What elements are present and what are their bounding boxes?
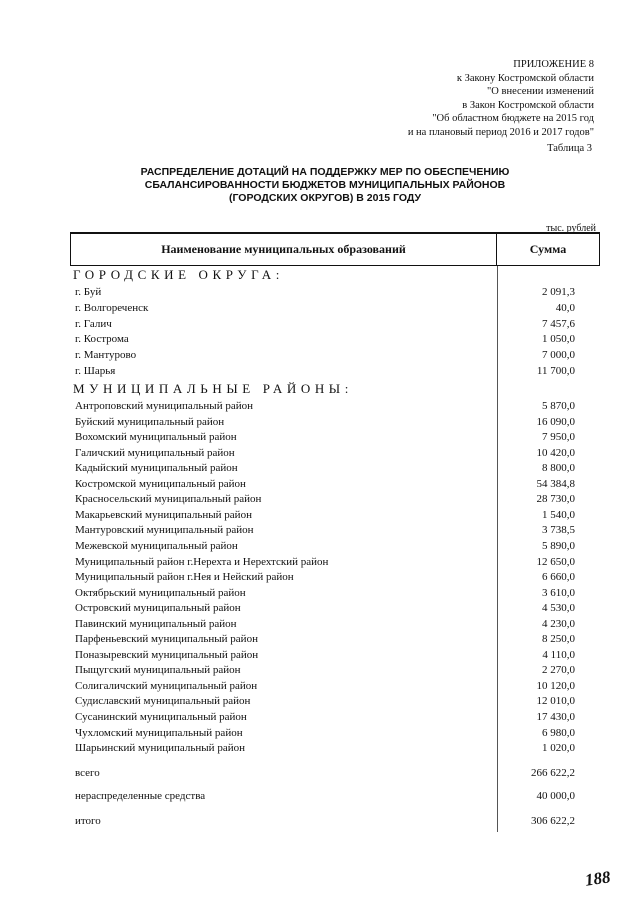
row-name: г. Галич — [75, 317, 112, 330]
row-value: 16 090,0 — [536, 415, 575, 428]
row-value: 4 230,0 — [542, 617, 575, 630]
table-row — [75, 302, 575, 318]
page-number: 188 — [583, 867, 612, 890]
row-name: Островский муниципальный район — [75, 602, 241, 615]
table-row — [75, 571, 575, 587]
total-row — [75, 790, 575, 806]
appendix-line: в Закон Костромской области — [462, 99, 594, 111]
row-value: 5 870,0 — [542, 400, 575, 412]
row-name: Павинский муниципальный район — [75, 617, 237, 630]
row-value: 40 000,0 — [536, 790, 575, 802]
row-value: 2 270,0 — [542, 664, 575, 677]
row-value: 4 530,0 — [542, 602, 575, 615]
row-value: 3 610,0 — [542, 586, 575, 599]
table-row — [75, 618, 575, 634]
document-title — [110, 166, 540, 205]
row-name: г. Мантурово — [75, 349, 137, 362]
title-line: (ГОРОДСКИХ ОКРУГОВ) В 2015 ГОДУ — [228, 192, 422, 204]
total-row — [75, 767, 575, 783]
row-value: 10 420,0 — [536, 446, 575, 459]
row-name: Мантуровский муниципальный район — [75, 524, 254, 537]
row-name: Костромской муниципальный район — [75, 477, 246, 490]
table-number: Таблица 3 — [547, 143, 592, 154]
row-value: 6 660,0 — [542, 571, 575, 584]
row-value: 10 120,0 — [536, 679, 575, 692]
row-name: Муниципальный район г.Нея и Нейский район — [75, 571, 294, 584]
table-row — [75, 493, 575, 509]
row-value: 12 010,0 — [536, 695, 575, 708]
row-name: всего — [75, 767, 100, 779]
row-name: итого — [75, 815, 101, 827]
row-name: Чухломский муниципальный район — [75, 726, 243, 739]
row-value: 8 800,0 — [542, 462, 575, 475]
row-value: 28 730,0 — [536, 493, 575, 506]
table-row — [75, 365, 575, 381]
row-name: Галичский муниципальный район — [75, 446, 235, 459]
row-value: 1 540,0 — [542, 508, 575, 521]
table-row — [75, 727, 575, 743]
table-row — [75, 478, 575, 494]
table-row — [75, 462, 575, 478]
row-value: 8 250,0 — [542, 633, 575, 646]
row-value: 7 950,0 — [542, 431, 575, 444]
row-value: 7 000,0 — [542, 349, 575, 362]
table-row — [75, 742, 575, 758]
table-row — [75, 286, 575, 302]
row-name: Пыщугский муниципальный район — [75, 664, 241, 677]
row-value: 54 384,8 — [536, 477, 575, 490]
row-name: Межевской муниципальный район — [75, 539, 238, 552]
row-value: 7 457,6 — [542, 317, 575, 330]
appendix-line: к Закону Костромской области — [456, 72, 594, 84]
table-row — [75, 431, 575, 447]
units-label: тыс. рублей — [546, 223, 596, 234]
table-row — [75, 349, 575, 365]
table-row — [75, 587, 575, 603]
table-row — [75, 447, 575, 463]
total-row — [75, 815, 575, 831]
column-header-sum: Сумма — [496, 234, 599, 265]
row-name: Красносельский муниципальный район — [75, 493, 262, 506]
table-row — [75, 540, 575, 556]
row-value: 2 091,3 — [542, 286, 575, 298]
row-value: 40,0 — [555, 301, 575, 314]
table-row — [75, 318, 575, 334]
title-line: СБАЛАНСИРОВАННОСТИ БЮДЖЕТОВ МУНИЦИПАЛЬНЫХ РАЙОНОВ — [144, 179, 506, 191]
appendix-line: и на плановый период 2016 и 2017 годов" — [407, 126, 594, 138]
table-row — [75, 416, 575, 432]
table-row — [75, 333, 575, 349]
row-name: Вохомский муниципальный район — [75, 431, 237, 444]
row-name: Судиславский муниципальный район — [75, 695, 251, 708]
row-name: Шарьинский муниципальный район — [75, 742, 245, 755]
appendix-line: "Об областном бюджете на 2015 год — [432, 113, 594, 124]
row-name: нераспределенные средства — [75, 790, 206, 802]
row-name: Парфеньевский муниципальный район — [75, 633, 258, 646]
table-row — [75, 664, 575, 680]
row-name: г. Волгореченск — [75, 301, 149, 314]
table-row — [75, 400, 575, 416]
row-name: г. Шарья — [75, 365, 116, 377]
row-name: Сусанинский муниципальный район — [75, 711, 247, 723]
appendix-line: ПРИЛОЖЕНИЕ 8 — [513, 59, 594, 70]
column-header-name: Наименование муниципальных образований — [161, 242, 406, 256]
table-row — [75, 711, 575, 727]
row-name: Муниципальный район г.Нерехта и Нерехтский район — [75, 555, 329, 568]
table-row — [75, 695, 575, 711]
table-row — [75, 680, 575, 696]
row-value: 266 622,2 — [531, 767, 575, 779]
table-row — [75, 556, 575, 572]
row-value: 11 700,0 — [536, 365, 575, 377]
row-name: г. Кострома — [75, 333, 129, 346]
row-name: Поназыревский муниципальный район — [75, 648, 259, 661]
row-value: 12 650,0 — [536, 555, 575, 568]
row-value: 306 622,2 — [531, 815, 575, 827]
appendix-header — [294, 58, 594, 139]
row-value: 5 890,0 — [542, 539, 575, 552]
row-name: г. Буй — [75, 286, 102, 298]
row-name: Антроповский муниципальный район — [75, 400, 253, 412]
row-name: Макарьевский муниципальный район — [75, 508, 252, 521]
row-value: 1 020,0 — [542, 742, 575, 755]
table-row — [75, 649, 575, 665]
row-value: 6 980,0 — [542, 726, 575, 739]
table-row — [75, 602, 575, 618]
row-value: 1 050,0 — [542, 333, 575, 346]
row-value: 4 110,0 — [542, 648, 575, 661]
row-value: 17 430,0 — [536, 711, 575, 723]
appendix-line: "О внесении изменений — [487, 86, 594, 97]
table-header — [70, 232, 600, 266]
section-title-districts: МУНИЦИПАЛЬНЫЕ РАЙОНЫ: — [73, 381, 353, 396]
table-row — [75, 509, 575, 525]
row-name: Кадыйский муниципальный район — [75, 462, 238, 475]
section-title-cities: ГОРОДСКИЕ ОКРУГА: — [73, 267, 284, 282]
table-row — [75, 633, 575, 649]
table-row — [75, 524, 575, 540]
row-name: Солигаличский муниципальный район — [75, 679, 258, 692]
row-name: Октябрьский муниципальный район — [75, 586, 246, 599]
row-value: 3 738,5 — [542, 524, 575, 537]
row-name: Буйский муниципальный район — [75, 415, 225, 428]
title-line: РАСПРЕДЕЛЕНИЕ ДОТАЦИЙ НА ПОДДЕРЖКУ МЕР ПО ОБЕСПЕЧЕНИЮ — [140, 166, 510, 178]
